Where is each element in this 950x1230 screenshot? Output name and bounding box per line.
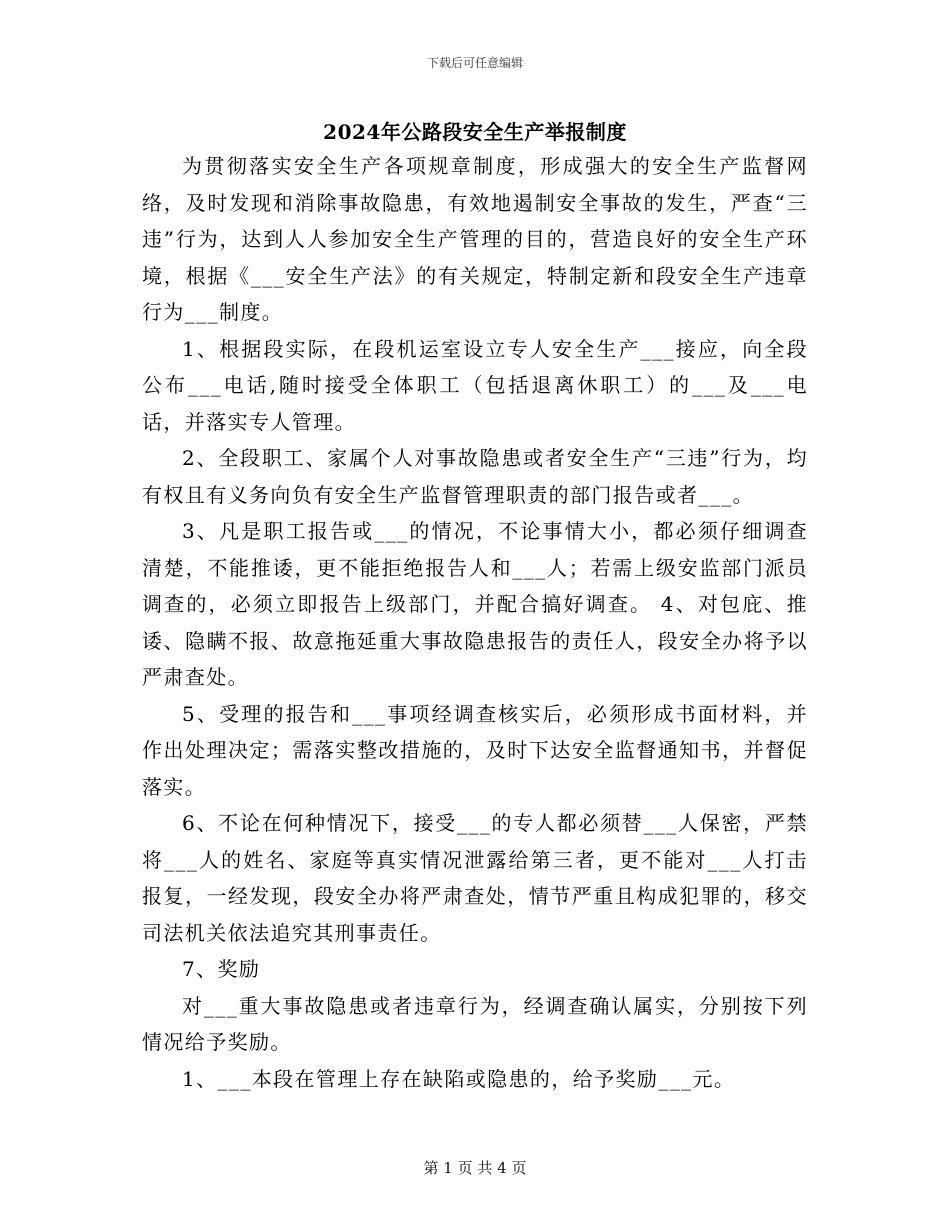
paragraph-item-5: 5、受理的报告和___事项经调查核实后，必须形成书面材料，并作出处理决定；需落实整改措施的，及时下达安全监督通知书，并督促落实。 — [142, 701, 808, 799]
paragraph-item-2: 2、全段职工、家属个人对事故隐患或者安全生产“三违”行为，均有权且有义务向负有安全生产监督管理职责的部门报告或者___。 — [142, 446, 808, 507]
paragraph-item-6: 6、不论在何种情况下，接受___的专人都必须替___人保密，严禁将___人的姓名、家庭等真实情况泄露给第三者，更不能对___人打击报复，一经发现，段安全办将严肃查处，情节严重且构成犯罪的，移交司法机关依法追究其刑事责任。 — [142, 811, 808, 945]
paragraph-intro: 为贯彻落实安全生产各项规章制度，形成强大的安全生产监督网络，及时发现和消除事故隐患，有效地遏制安全事故的发生，严查“三违”行为，达到人人参加安全生产管理的目的，营造良好的安全生产环境，根据《___安全生产法》的有关规定，特制定新和段安全生产违章行为___制度。 — [142, 154, 808, 324]
paragraph-item-7-heading: 7、奖励 — [182, 957, 261, 981]
paragraph-reward-intro: 对___重大事故隐患或者违章行为，经调查确认属实，分别按下列情况给予奖励。 — [142, 993, 808, 1054]
document-title: 2024年公路段安全生产举报制度 — [323, 120, 627, 144]
document-body — [142, 148, 808, 1097]
page-footer: 第 1 页 共 4 页 — [423, 1159, 527, 1177]
header-note: 下载后可任意编辑 — [426, 56, 523, 70]
paragraph-reward-1: 1、___本段在管理上存在缺陷或隐患的，给予奖励___元。 — [182, 1066, 736, 1091]
paragraph-item-1: 1、根据段实际，在段机运室设立专人安全生产___接应，向全段公布___电话,随时接受全体职工（包括退离休职工）的___及___电话，并落实专人管理。 — [142, 336, 808, 434]
paragraph-item-3-4: 3、凡是职工报告或___的情况，不论事情大小，都必须仔细调查清楚，不能推诿，更不能拒绝报告人和___人；若需上级安监部门派员调查的，必须立即报告上级部门，并配合搞好调查。 4、对包庇、推诿、隐瞒不报、故意拖延重大事故隐患报告的责任人，段安全办将予以严肃查处。 — [142, 519, 808, 689]
